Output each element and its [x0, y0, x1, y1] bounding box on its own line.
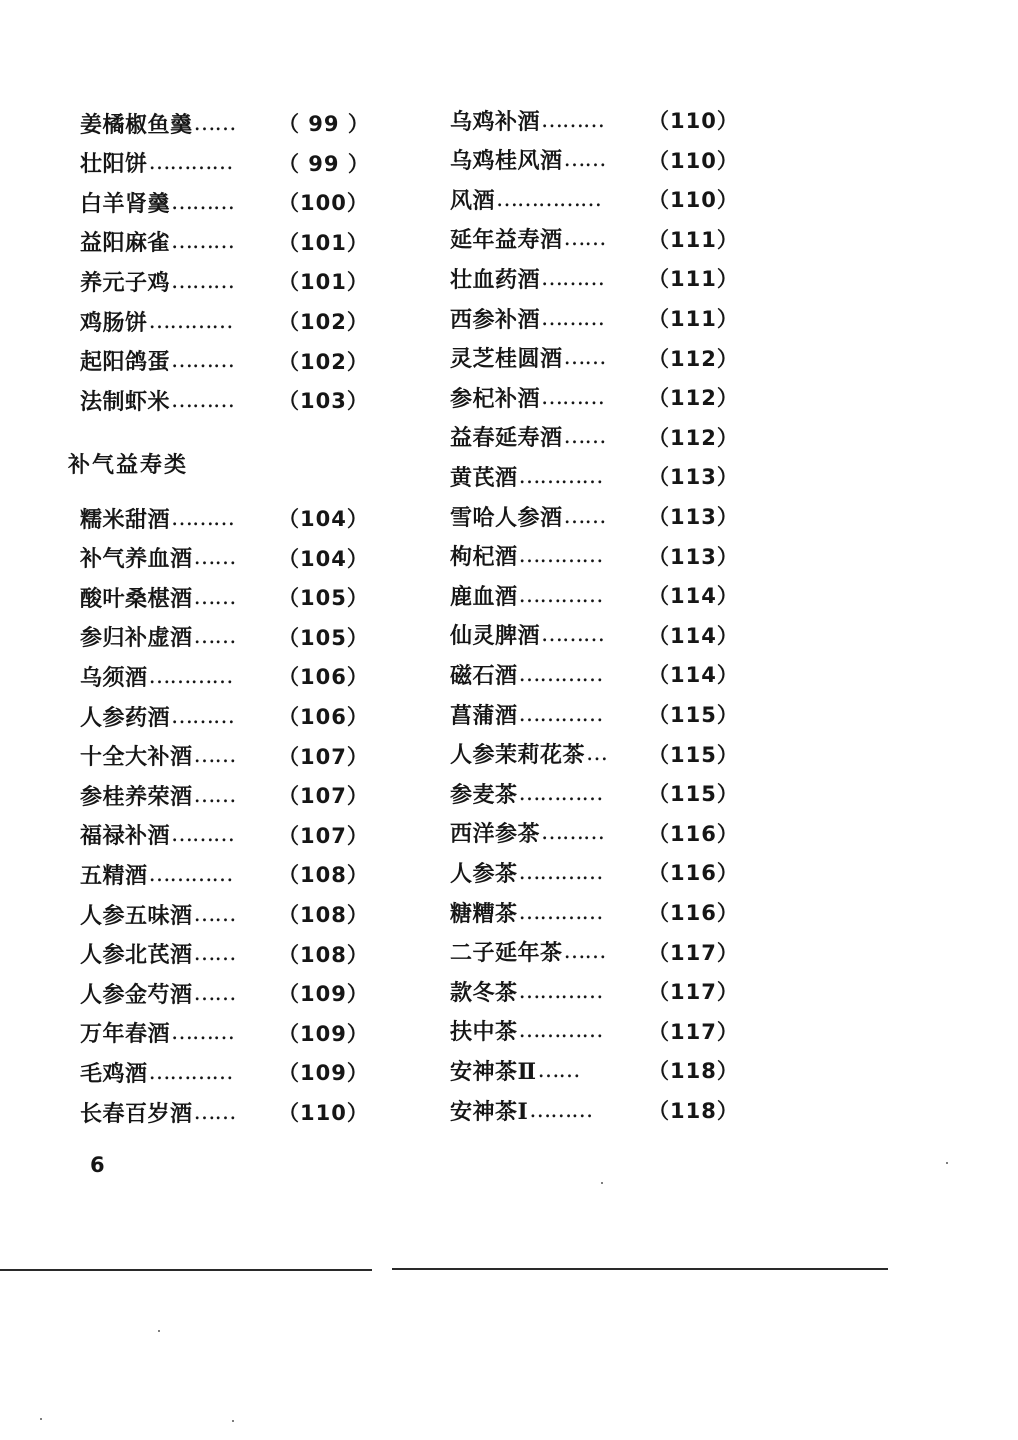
toc-entry-title: 仙灵脾酒	[450, 623, 541, 650]
toc-entry-page: （110）	[648, 109, 739, 133]
toc-entry	[80, 659, 369, 693]
toc-entry	[80, 739, 369, 773]
toc-entry	[80, 146, 370, 180]
toc-entry-page: （100）	[278, 191, 369, 216]
toc-entry-page: （107）	[278, 784, 369, 809]
toc-entry-page: （105）	[278, 625, 369, 650]
toc-entry-page: （116）	[648, 861, 739, 886]
toc-entry-page: （108）	[278, 903, 369, 927]
toc-leader-dots: ……	[193, 624, 236, 650]
toc-entry-title: 糯米甜酒	[80, 506, 171, 533]
toc-entry	[80, 264, 369, 298]
toc-entry-page: （113）	[648, 505, 739, 529]
toc-entry	[80, 383, 369, 417]
toc-leader-dots: …………	[148, 1059, 233, 1085]
toc-entry	[450, 341, 739, 375]
toc-entry-title: 雪哈人参酒	[450, 504, 563, 531]
toc-entry-title: 毛鸡酒	[80, 1060, 148, 1087]
scan-speck	[601, 1182, 603, 1184]
toc-entry-title: 养元子鸡	[80, 269, 171, 296]
toc-entry-page: （ 99 ）	[278, 151, 370, 176]
toc-entry-page: （101）	[278, 270, 369, 295]
toc-entry	[80, 778, 369, 812]
toc-entry	[80, 501, 369, 535]
scan-speck	[232, 1420, 234, 1422]
toc-entry	[450, 539, 739, 573]
toc-entry-page: （115）	[648, 742, 739, 767]
toc-entry	[80, 225, 369, 259]
toc-leader-dots: ………	[171, 1020, 235, 1046]
toc-leader-dots: ………	[171, 505, 235, 531]
toc-entry-title: 十全大补酒	[80, 744, 193, 771]
toc-entry	[80, 1055, 369, 1089]
toc-entry-page: （101）	[278, 230, 369, 255]
toc-leader-dots: ………	[541, 384, 605, 410]
toc-entry	[450, 895, 739, 929]
toc-entry-title: 人参茶	[450, 860, 518, 887]
toc-leader-dots: ……	[563, 147, 606, 173]
toc-entry-title: 人参茉莉花茶	[450, 742, 586, 769]
toc-leader-dots: ………	[541, 107, 605, 133]
toc-entry-title: 西洋参茶	[450, 821, 541, 848]
toc-entry-page: （104）	[278, 546, 369, 571]
toc-entry-page: （116）	[648, 901, 739, 925]
toc-leader-dots: ………	[171, 822, 235, 848]
toc-entry	[80, 857, 369, 891]
toc-entry	[80, 937, 369, 971]
toc-entry-title: 款冬茶	[450, 979, 518, 1006]
toc-entry-title: 磁石酒	[450, 662, 518, 689]
toc-entry-title: 参归补虚酒	[80, 625, 193, 652]
toc-leader-dots: ………	[171, 229, 235, 255]
scan-speck	[40, 1418, 42, 1420]
toc-entry	[450, 143, 739, 177]
toc-entry-title: 参麦茶	[450, 781, 518, 808]
toc-leader-dots: ……	[193, 901, 236, 927]
toc-leader-dots: …………	[148, 861, 233, 887]
toc-entry	[450, 1053, 739, 1087]
toc-entry	[450, 103, 739, 137]
toc-entry	[80, 541, 369, 575]
toc-entry-page: （117）	[648, 940, 739, 965]
toc-entry-title: 人参北芪酒	[80, 942, 193, 969]
toc-leader-dots: ………	[171, 703, 235, 729]
toc-entry	[450, 855, 739, 889]
toc-entry-page: （105）	[278, 586, 369, 611]
toc-entry	[450, 261, 739, 295]
section-heading: 补气益寿类	[68, 452, 189, 478]
toc-leader-dots: ……	[537, 1057, 580, 1083]
toc-leader-dots: …………	[518, 899, 603, 925]
toc-entry	[80, 344, 369, 378]
toc-entry-title: 壮阳饼	[80, 151, 148, 178]
toc-leader-dots: …………	[518, 543, 603, 569]
toc-entry-title: 补气养血酒	[80, 546, 193, 573]
toc-leader-dots: ………	[541, 622, 605, 648]
toc-entry-page: （117）	[648, 980, 739, 1005]
toc-entry	[450, 776, 739, 810]
toc-leader-dots: ……	[563, 503, 606, 529]
toc-entry-page: （112）	[648, 346, 739, 371]
toc-entry-page: （107）	[278, 823, 369, 848]
toc-entry	[80, 620, 369, 654]
toc-entry-page: （110）	[278, 1101, 369, 1125]
toc-entry-title: 白羊肾羹	[80, 190, 171, 217]
toc-leader-dots: ……	[563, 345, 606, 371]
toc-entry	[450, 420, 739, 454]
toc-entry-page: （118）	[648, 1099, 739, 1123]
toc-entry-page: （110）	[648, 148, 739, 173]
toc-entry-page: （113）	[648, 544, 739, 569]
toc-entry	[450, 380, 739, 414]
toc-entry	[450, 816, 739, 850]
toc-entry-page: （114）	[648, 663, 739, 688]
toc-entry-title: 法制虾米	[80, 388, 171, 415]
toc-entry-page: （113）	[648, 465, 739, 490]
toc-entry	[450, 618, 739, 652]
toc-entry	[450, 935, 739, 969]
toc-entry-title: 壮血药酒	[450, 266, 541, 293]
toc-entry-page: （111）	[648, 227, 739, 252]
toc-entry-title: 菖蒲酒	[450, 702, 518, 729]
toc-entry-title: 黄芪酒	[450, 464, 518, 491]
toc-entry	[80, 818, 369, 852]
toc-entry-title: 灵芝桂圆酒	[450, 346, 563, 373]
toc-entry	[450, 222, 739, 256]
toc-leader-dots: …………	[148, 150, 233, 176]
toc-entry	[80, 976, 369, 1010]
toc-entry-title: 起阳鸽蛋	[80, 349, 171, 376]
toc-entry-title: 福禄补酒	[80, 823, 171, 850]
toc-leader-dots: ………	[529, 1097, 593, 1123]
toc-entry-title: 人参五味酒	[80, 902, 193, 929]
toc-leader-dots: …………	[518, 978, 603, 1004]
toc-entry-title: 枸杞酒	[450, 544, 518, 571]
toc-entry	[80, 699, 369, 733]
scan-speck	[158, 1330, 160, 1332]
toc-entry	[450, 974, 739, 1008]
toc-entry-title: 安神茶Ⅰ	[450, 1098, 529, 1125]
toc-leader-dots: ……	[193, 743, 236, 769]
toc-entry-title: 姜橘椒鱼羹	[80, 111, 193, 138]
toc-entry-title: 五精酒	[80, 862, 148, 889]
toc-entry-page: （109）	[278, 1061, 369, 1086]
toc-entry-title: 安神茶Ⅱ	[450, 1058, 537, 1085]
toc-entry-page: （116）	[648, 821, 739, 846]
toc-entry-title: 酸叶桑椹酒	[80, 585, 193, 612]
toc-entry	[450, 459, 739, 493]
toc-entry-page: （106）	[278, 705, 369, 729]
toc-leader-dots: …………	[518, 780, 603, 806]
toc-leader-dots: ……	[193, 782, 236, 808]
toc-entry	[80, 304, 369, 338]
toc-entry-page: （ 99 ）	[278, 112, 370, 136]
toc-leader-dots: …………	[148, 308, 233, 334]
toc-leader-dots: ………	[171, 348, 235, 374]
toc-entry-title: 二子延年茶	[450, 940, 563, 967]
toc-leader-dots: …………	[148, 663, 233, 689]
bottom-rule-right	[392, 1268, 888, 1270]
toc-leader-dots: …	[586, 741, 608, 767]
toc-entry-title: 益阳麻雀	[80, 230, 171, 257]
toc-entry	[80, 1016, 369, 1050]
toc-entry-page: （115）	[648, 703, 739, 727]
toc-entry	[80, 185, 369, 219]
toc-entry-page: （109）	[278, 1021, 369, 1046]
toc-entry-title: 益春延寿酒	[450, 425, 563, 452]
toc-leader-dots: ……	[563, 226, 606, 252]
toc-leader-dots: ……	[563, 939, 606, 965]
toc-entry-page: （118）	[648, 1059, 739, 1084]
toc-leader-dots: ………	[171, 268, 235, 294]
toc-entry	[450, 301, 739, 335]
toc-entry-title: 扶中茶	[450, 1019, 518, 1046]
toc-leader-dots: ……………	[496, 186, 602, 212]
toc-entry-page: （103）	[278, 389, 369, 414]
toc-entry-page: （108）	[278, 863, 369, 888]
toc-leader-dots: …………	[518, 661, 603, 687]
toc-entry-title: 万年春酒	[80, 1021, 171, 1048]
toc-entry-page: （111）	[648, 307, 739, 331]
toc-entry	[450, 1014, 739, 1048]
toc-entry	[450, 737, 739, 771]
toc-leader-dots: …………	[518, 1018, 603, 1044]
toc-entry-page: （102）	[278, 349, 369, 374]
toc-leader-dots: ……	[193, 980, 236, 1006]
toc-entry	[450, 578, 739, 612]
bottom-rule-left	[0, 1269, 372, 1271]
toc-entry-page: （106）	[278, 665, 369, 690]
toc-entry	[80, 1095, 369, 1129]
toc-entry-title: 参桂养荣酒	[80, 783, 193, 810]
toc-entry-title: 乌鸡补酒	[450, 108, 541, 135]
toc-entry-title: 乌须酒	[80, 664, 148, 691]
toc-entry-title: 鹿血酒	[450, 583, 518, 610]
toc-entry-title: 参杞补酒	[450, 385, 541, 412]
toc-entry-page: （109）	[278, 982, 369, 1007]
toc-entry-page: （102）	[278, 310, 369, 334]
toc-leader-dots: ……	[193, 1099, 236, 1125]
toc-leader-dots: ……	[193, 941, 236, 967]
scan-speck	[946, 1162, 948, 1164]
toc-entry-title: 人参药酒	[80, 704, 171, 731]
toc-entry	[450, 657, 739, 691]
toc-entry	[450, 1093, 739, 1127]
toc-leader-dots: ………	[171, 387, 235, 413]
toc-entry-page: （104）	[278, 507, 369, 531]
toc-entry-title: 乌鸡桂风酒	[450, 148, 563, 175]
toc-leader-dots: …………	[518, 582, 603, 608]
toc-entry-page: （115）	[648, 782, 739, 807]
page-number: 6	[90, 1153, 105, 1177]
toc-entry-page: （112）	[648, 386, 739, 411]
toc-entry-page: （107）	[278, 744, 369, 769]
toc-entry-page: （114）	[648, 623, 739, 648]
toc-entry-page: （108）	[278, 942, 369, 967]
toc-leader-dots: ………	[541, 265, 605, 291]
toc-entry-title: 糖糟茶	[450, 900, 518, 927]
toc-entry	[450, 499, 739, 533]
toc-leader-dots: …………	[518, 859, 603, 885]
toc-entry-page: （114）	[648, 584, 739, 609]
toc-entry	[450, 182, 739, 216]
toc-entry	[450, 697, 739, 731]
toc-entry-title: 鸡肠饼	[80, 309, 148, 336]
toc-leader-dots: ………	[541, 305, 605, 331]
toc-entry	[80, 897, 369, 931]
toc-leader-dots: …………	[518, 463, 603, 489]
toc-leader-dots: ………	[541, 820, 605, 846]
toc-leader-dots: ……	[193, 545, 236, 571]
toc-entry-page: （112）	[648, 425, 739, 450]
toc-entry-title: 人参金芍酒	[80, 981, 193, 1008]
toc-leader-dots: ………	[171, 189, 235, 215]
toc-leader-dots: ……	[563, 424, 606, 450]
toc-entry	[80, 580, 369, 614]
toc-entry-title: 延年益寿酒	[450, 227, 563, 254]
toc-entry-title: 长春百岁酒	[80, 1100, 193, 1127]
toc-entry-page: （117）	[648, 1019, 739, 1044]
toc-leader-dots: ……	[193, 110, 236, 136]
toc-entry-page: （111）	[648, 267, 739, 292]
toc-entry	[80, 106, 370, 140]
toc-entry-page: （110）	[648, 188, 739, 213]
toc-entry-title: 风酒	[450, 187, 496, 214]
toc-entry-title: 西参补酒	[450, 306, 541, 333]
toc-leader-dots: ……	[193, 584, 236, 610]
toc-leader-dots: …………	[518, 701, 603, 727]
